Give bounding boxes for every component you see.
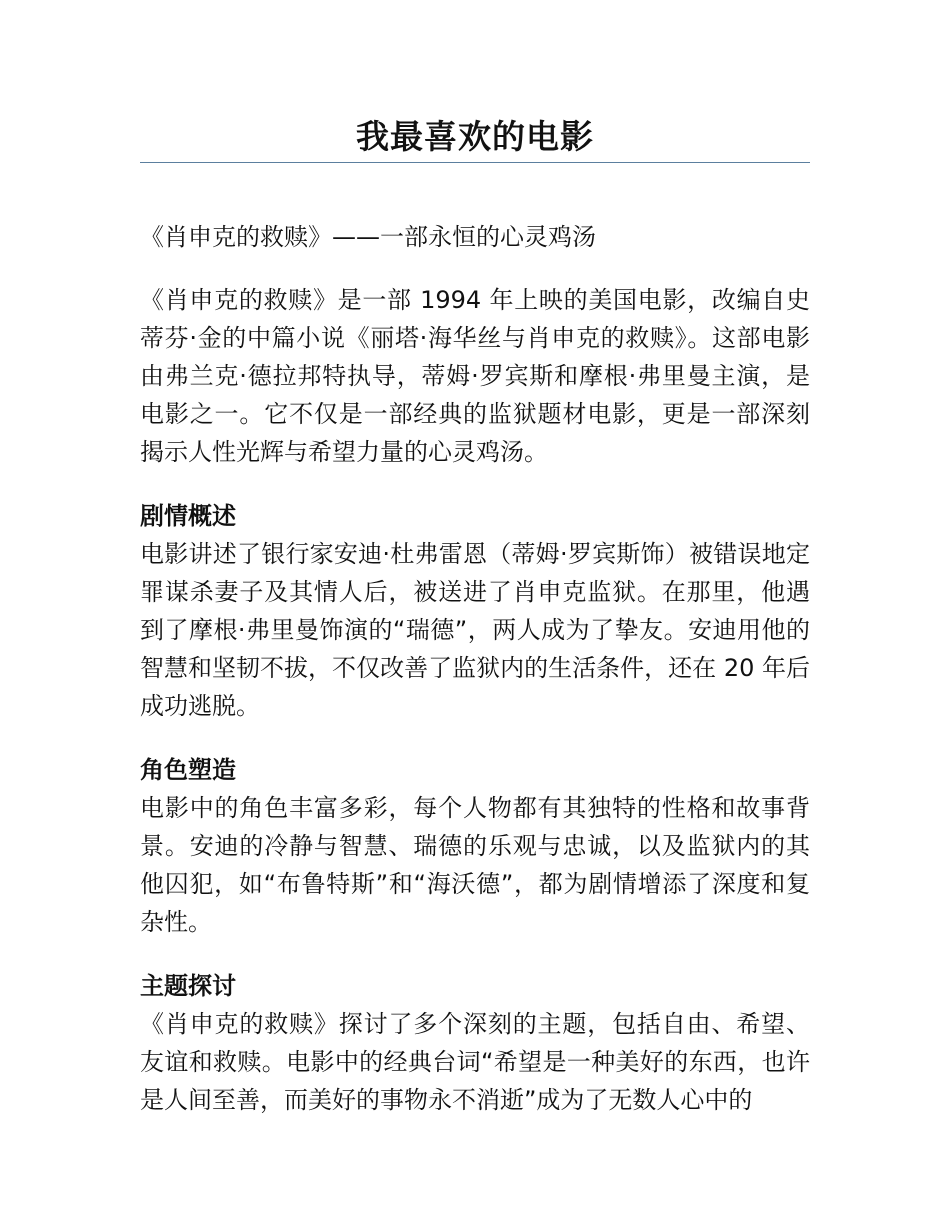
section-heading-characters: 角色塑造 [140, 756, 236, 784]
section-body-plot: 电影讲述了银行家安迪·杜弗雷恩（蒂姆·罗宾斯饰）被错误地定罪谋杀妻子及其情人后，被送进了肖申克监狱。在那里，他遇到了摩根·弗里曼饰演的“瑞德”，两人成为了挚友。安迪用他的智慧和坚韧不拔，不仅改善了监狱内的生活条件，还在 20 年后成功逃脱。 [140, 540, 810, 720]
section-heading-plot: 剧情概述 [140, 502, 236, 530]
document-page [140, 0, 810, 1119]
section-body-characters: 电影中的角色丰富多彩，每个人物都有其独特的性格和故事背景。安迪的冷静与智慧、瑞德的乐观与忠诚，以及监狱内的其他囚犯，如“布鲁特斯”和“海沃德”，都为剧情增添了深度和复杂性。 [140, 794, 810, 936]
subtitle: 《肖申克的救赎》——一部永恒的心灵鸡汤 [140, 223, 596, 251]
page-title: 我最喜欢的电影 [356, 117, 594, 156]
intro-paragraph: 《肖申克的救赎》是一部 1994 年上映的美国电影，改编自史蒂芬·金的中篇小说《丽塔·海华丝与肖申克的救赎》。这部电影由弗兰克·德拉邦特执导，蒂姆·罗宾斯和摩根·弗里曼主演，是电影之一。它不仅是一部经典的监狱题材电影，更是一部深刻揭示人性光辉与希望力量的心灵鸡汤。 [140, 286, 810, 466]
section-body-themes: 《肖申克的救赎》探讨了多个深刻的主题，包括自由、希望、友谊和救赎。电影中的经典台词“希望是一种美好的东西，也许是人间至善，而美好的事物永不消逝”成为了无数人心中的 [140, 1010, 810, 1114]
title-underline [140, 162, 810, 163]
section-heading-themes: 主题探讨 [140, 972, 236, 1000]
